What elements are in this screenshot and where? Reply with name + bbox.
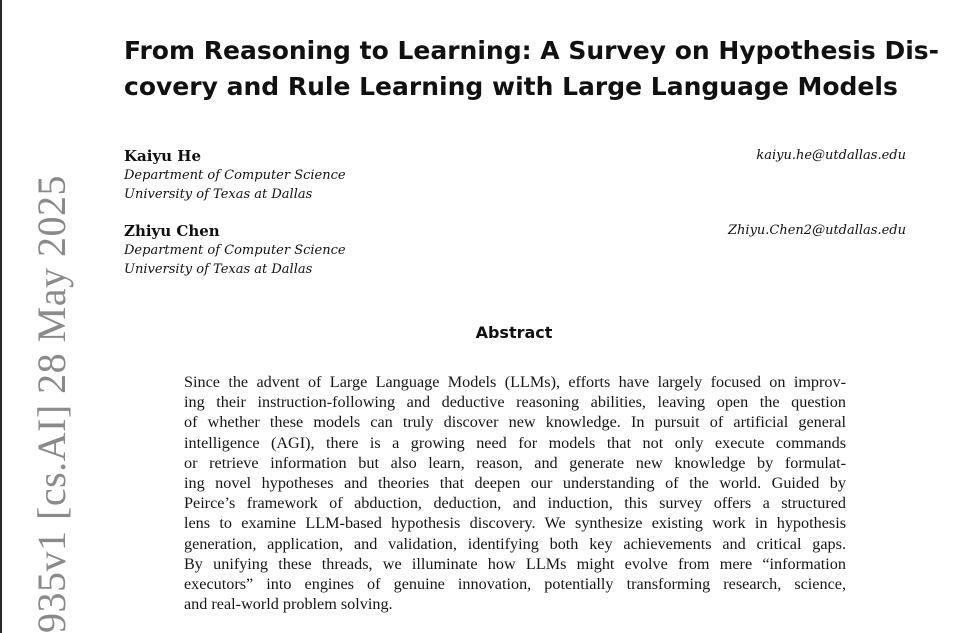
abstract-line: lens to examine LLM-based hypothesis discovery. We synthesize existing work in hypothesis — [184, 514, 846, 533]
abstract-line: ing novel hypotheses and theories that deepen our understanding of the world. Guided by — [184, 474, 846, 493]
title-line: From Reasoning to Learning: A Survey on Hypothesis Dis- — [124, 36, 940, 65]
abstract-line: ing their instruction-following and deductive reasoning abilities, leaving open the question — [184, 393, 846, 412]
author-university: University of Texas at Dallas — [124, 187, 313, 202]
abstract-line: Since the advent of Large Language Models (LLMs), efforts have largely focused on improv- — [184, 373, 846, 391]
author-block-1 — [124, 147, 906, 204]
abstract-line: generation, application, and validation, identifying both key achievements and critical gaps. — [184, 534, 846, 553]
abstract-heading: Abstract — [475, 323, 553, 342]
abstract-body — [184, 372, 846, 614]
paper-title — [124, 33, 940, 105]
abstract-line: Peirce’s framework of abduction, deduction, and induction, this survey offers a structured — [184, 494, 846, 513]
author-email[interactable]: kaiyu.he@utdallas.edu — [756, 148, 906, 163]
abstract-line: and real-world problem solving. — [184, 595, 393, 614]
author-department: Department of Computer Science — [124, 168, 346, 183]
title-line: covery and Rule Learning with Large Language Models — [124, 72, 898, 101]
author-email[interactable]: Zhiyu.Chen2@utdallas.edu — [728, 223, 906, 238]
abstract-line: executors” into engines of genuine innovation, potentially transforming research, science, — [184, 575, 846, 594]
author-name: Zhiyu Chen — [124, 222, 220, 240]
author-department: Department of Computer Science — [124, 243, 346, 258]
abstract-line: of whether these models can truly discover new knowledge. In pursuit of artificial general — [184, 413, 846, 432]
arxiv-identifier-stamp — [0, 0, 80, 633]
abstract-line: or retrieve information but also learn, reason, and generate new knowledge by formulat- — [184, 453, 846, 472]
author-name: Kaiyu He — [124, 147, 202, 165]
author-block-2 — [124, 222, 906, 279]
abstract-line: By unifying these threads, we illuminate how LLMs might evolve from mere “information — [184, 554, 846, 573]
abstract-line: intelligence (AGI), there is a growing need for models that not only execute commands — [184, 433, 846, 452]
arxiv-identifier-text: 935v1 [cs.AI] 28 May 2025 — [29, 175, 74, 633]
author-university: University of Texas at Dallas — [124, 262, 313, 277]
